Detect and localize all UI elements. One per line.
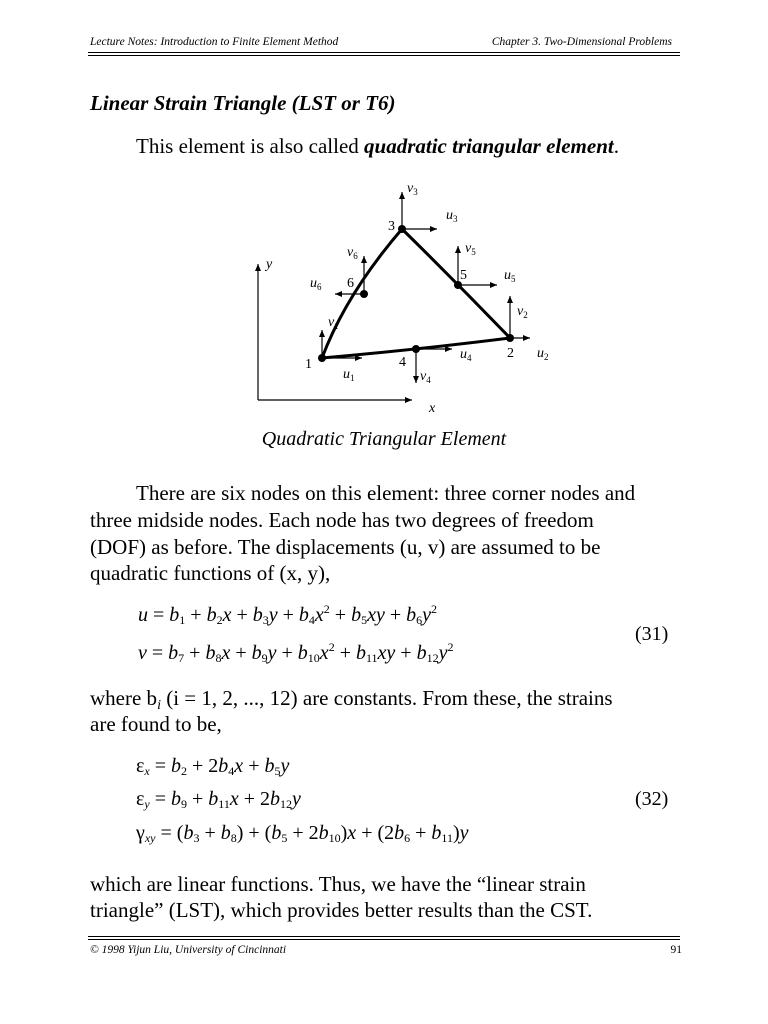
intro-emphasis: quadratic triangular element [364,134,614,158]
running-header-right: Chapter 3. Two-Dimensional Problems [491,36,672,48]
label-u4: $u_4$ [460,347,472,363]
label-u5: $u_5$ [504,268,516,284]
paragraph2-line2: are found to be, [90,712,222,736]
header-rule-top [88,52,680,53]
y-axis-label: y [266,257,273,272]
intro-text: This element is also called [136,134,365,158]
footer-rule-bottom [88,939,680,940]
running-header-left: Lecture Notes: Introduction to Finite Element Method [90,36,339,48]
node-label-1: 1 [305,357,312,372]
footer-rule-top [88,936,680,937]
figure-caption: Quadratic Triangular Element [261,428,507,450]
label-v3: $v_3$ [407,181,418,197]
paragraph1-line2: three midside nodes. Each node has two degrees of freedom [90,508,594,532]
equation-31-u: $u = b_1 + b_2x + b_3y + b_4x^2 + b_5xy + b_6y^2$ [138,602,438,627]
page-number: 91 [670,944,682,956]
label-v6: $v_6$ [347,245,358,261]
intro-sentence [136,134,619,159]
lst-element-figure [0,170,768,430]
equation-32-ex: $\varepsilon_x = b_2 + 2b_4x + b_5y$ [136,755,290,778]
paragraph2-line1: where bi (i = 1, 2, ..., 12) are constants. From these, the strains [90,686,613,713]
equation-32-gxy: $\gamma_{xy} = (b_3 + b_8) + (b_5 + 2b_{10})x + (2b_6 + b_{11})y$ [136,822,469,845]
label-v4: $v_4$ [420,369,431,385]
intro-end: . [613,134,619,158]
paragraph1-line4: quadratic functions of (x, y), [90,561,331,585]
paragraph3-line2: triangle” (LST), which provides better results than the CST. [90,898,593,922]
node-label-3: 3 [388,219,395,234]
label-v1: $v_1$ [328,315,339,331]
label-u3: $u_3$ [446,208,458,224]
equation-32-ey: $\varepsilon_y = b_9 + b_{11}x + 2b_{12}y$ [136,788,301,811]
node-label-2: 2 [507,346,514,361]
label-u1: $u_1$ [343,367,355,383]
paragraph3-line1: which are linear functions. Thus, we have the “linear strain [90,872,586,896]
paragraph1-line3: (DOF) as before. The displacements (u, v) are assumed to be [90,535,601,559]
label-v5: $v_5$ [465,241,476,257]
node-label-4: 4 [399,355,406,370]
node-label-6: 6 [347,276,354,291]
node-label-5: 5 [460,268,467,283]
label-u2: $u_2$ [537,346,549,362]
paragraph1-line1: There are six nodes on this element: three corner nodes and [136,481,636,505]
footer-copyright: © 1998 Yijun Liu, University of Cincinnati [90,944,287,956]
label-u6: $u_6$ [310,276,322,292]
section-title: Linear Strain Triangle (LST or T6) [90,91,396,115]
equation-32-number: (32) [635,788,669,810]
equation-31-number: (31) [635,623,669,645]
header-rule-bottom [88,55,680,56]
x-axis-label: x [429,401,436,416]
label-v2: $v_2$ [517,304,528,320]
equation-31-v: $v = b_7 + b_8x + b_9y + b_{10}x^2 + b_{11}xy + b_{12}y^2$ [138,640,454,665]
